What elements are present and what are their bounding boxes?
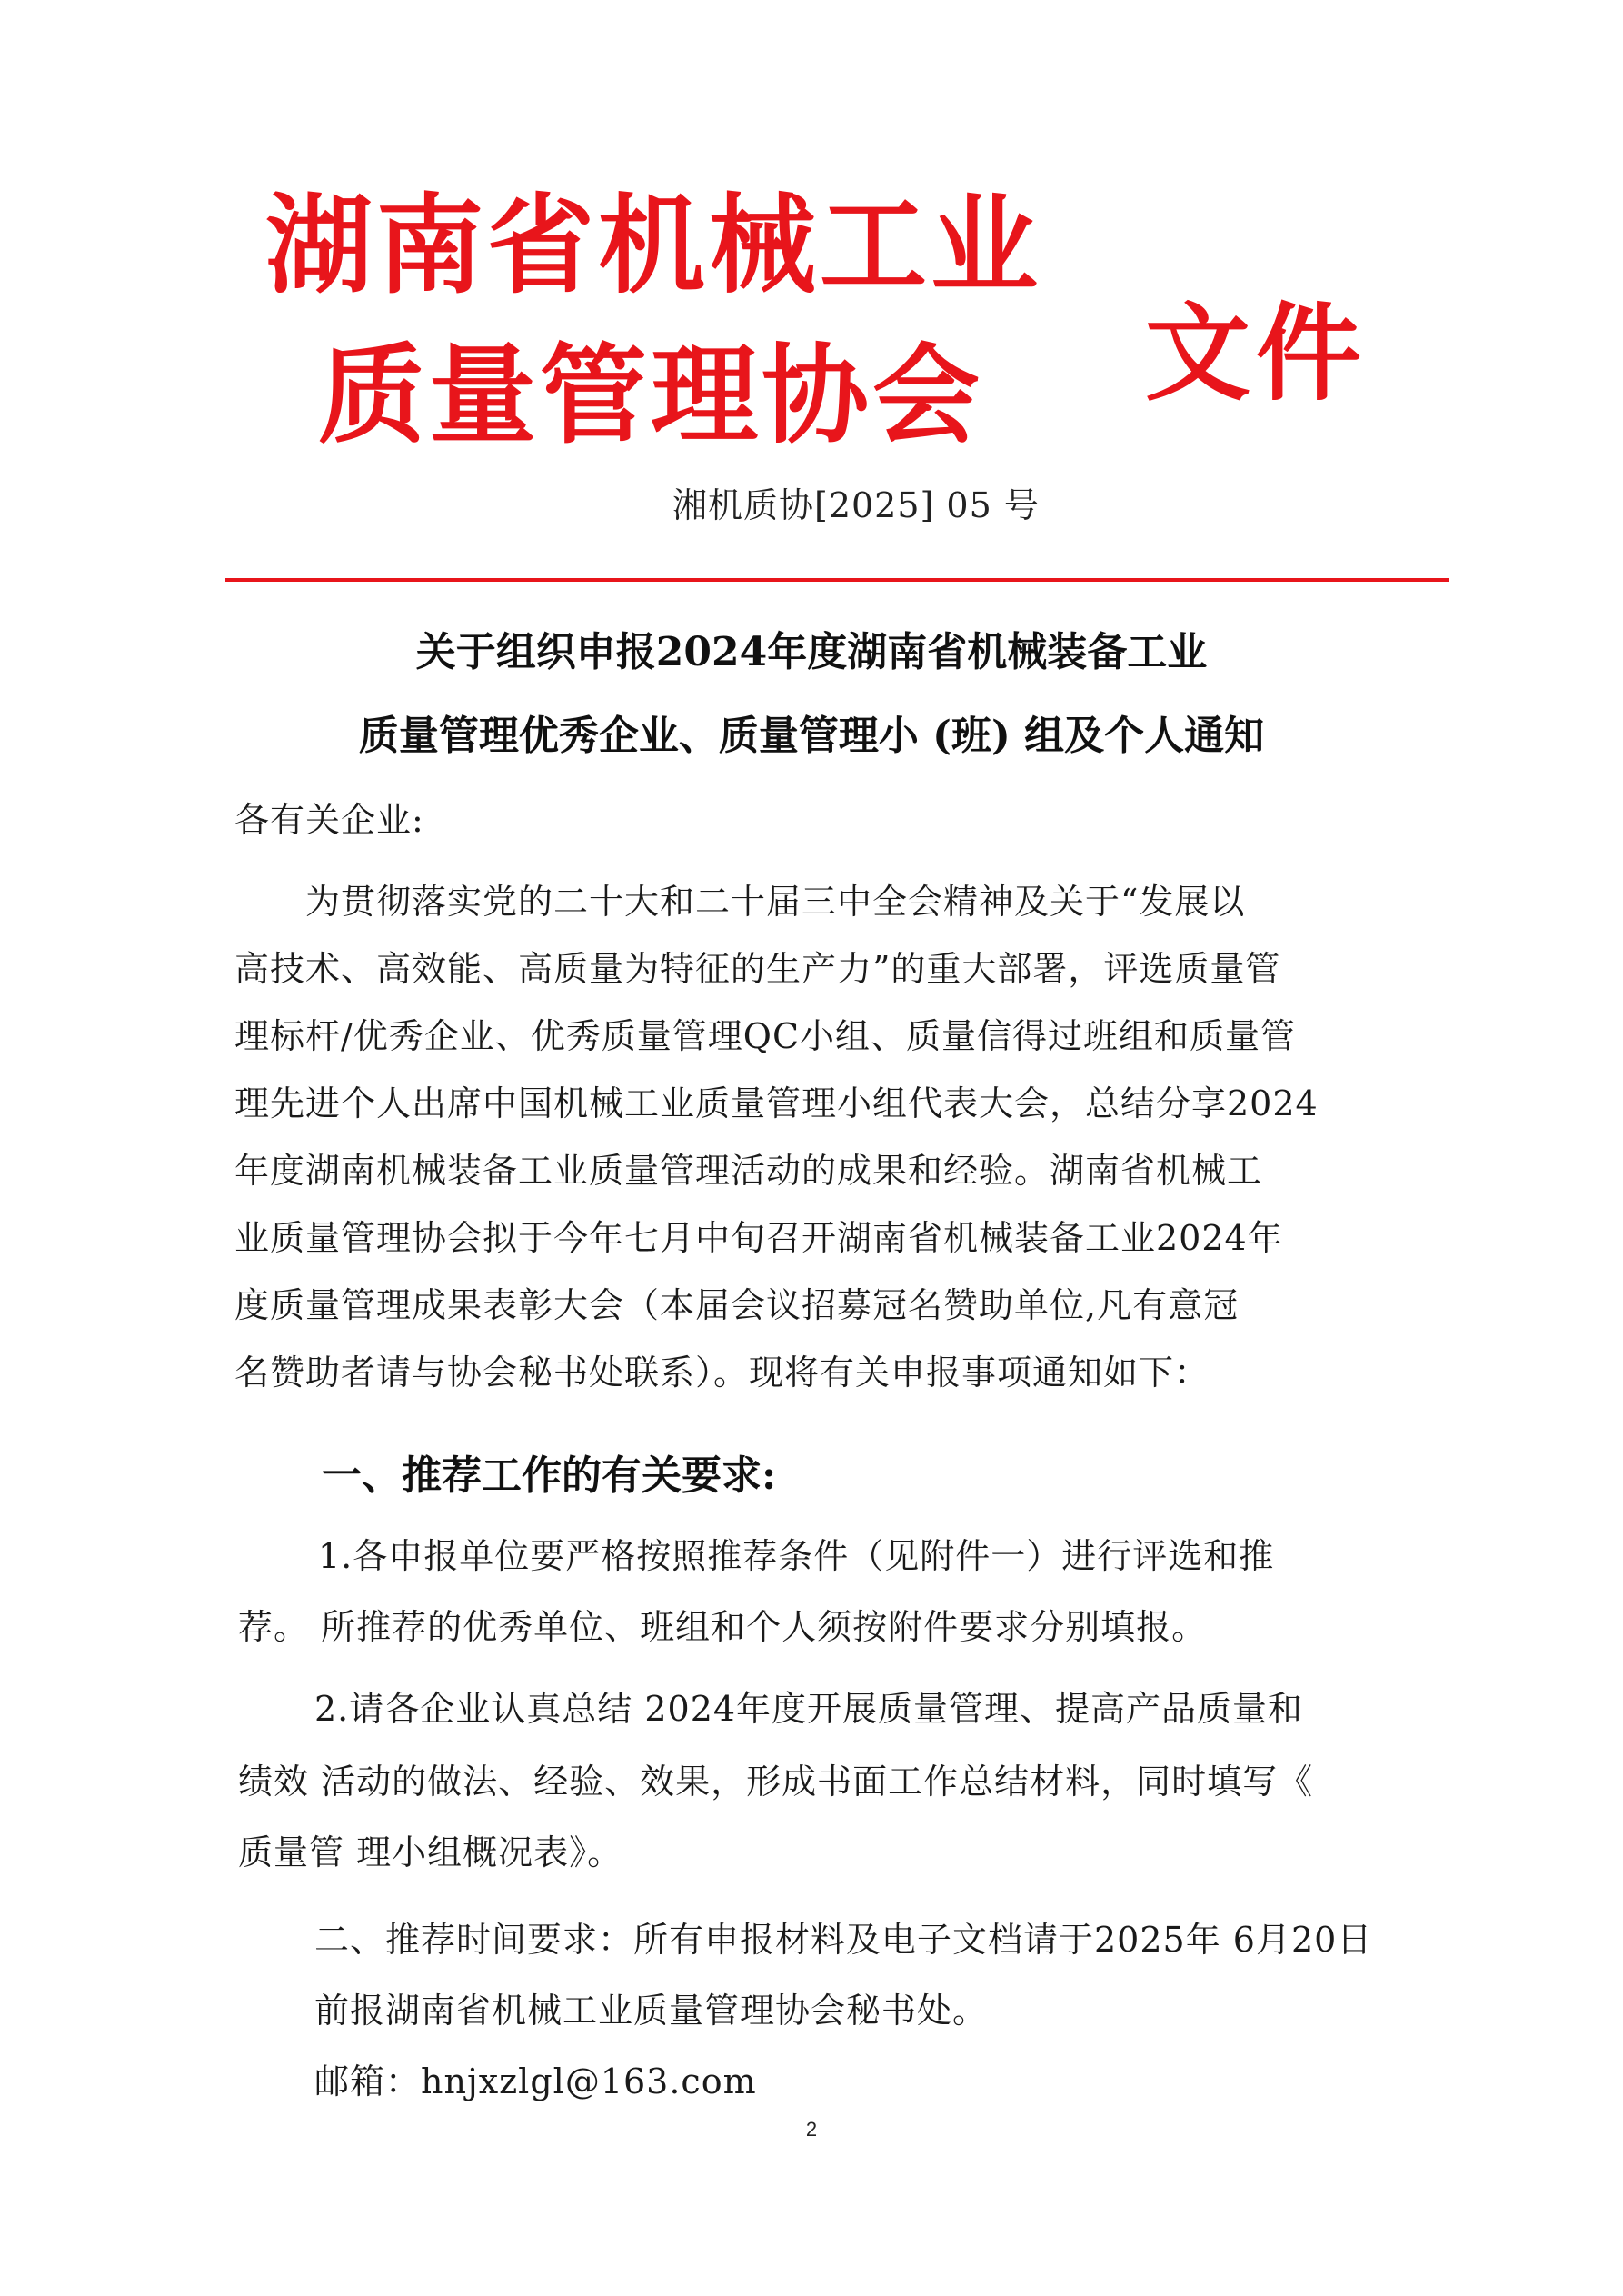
red-divider-line [225, 578, 1449, 582]
org-name-line2: 质量管理协会 [318, 333, 984, 458]
section1-heading: 一、推荐工作的有关要求: [322, 1452, 777, 1499]
paragraph-line: 年度湖南机械装备工业质量管理活动的成果和经验。湖南省机械工 [234, 1151, 1263, 1191]
paragraph-line: 绩效 活动的做法、经验、效果，形成书面工作总结材料，同时填写《 [238, 1762, 1314, 1802]
org-name-line1: 湖南省机械工业 [265, 183, 1042, 308]
paragraph-line: 度质量管理成果表彰大会（本届会议招募冠名赞助单位,凡有意冠 [234, 1285, 1240, 1325]
paragraph-line: 理先进个人出席中国机械工业质量管理小组代表大会，总结分享2024 [234, 1083, 1319, 1123]
email-line: 邮箱：hnjxzlgl@163.com [314, 2061, 757, 2101]
paragraph-line: 高技术、高效能、高质量为特征的生产力”的重大部署，评选质量管 [234, 949, 1281, 989]
paragraph-line: 质量管 理小组概况表》。 [238, 1832, 623, 1872]
paragraph-line: 1.各申报单位要严格按照推荐条件（见附件一）进行评选和推 [318, 1536, 1275, 1576]
paragraph-line: 前报湖南省机械工业质量管理协会秘书处。 [314, 1991, 989, 2031]
notice-title-line2: 质量管理优秀企业、质量管理小 (班) 组及个人通知 [358, 713, 1265, 759]
paragraph-line: 荐。 所推荐的优秀单位、班组和个人须按附件要求分别填报。 [238, 1607, 1208, 1647]
doc-type-label: 文件 [1145, 293, 1367, 415]
paragraph-line: 为贯彻落实党的二十大和二十届三中全会精神及关于“发展以 [305, 882, 1246, 922]
document-number: 湘机质协[2025] 05 号 [672, 485, 1040, 525]
salutation: 各有关企业: [234, 800, 424, 840]
paragraph-line: 理标杆/优秀企业、优秀质量管理QC小组、质量信得过班组和质量管 [234, 1016, 1297, 1056]
paragraph-line: 名赞助者请与协会秘书处联系）。现将有关申报事项通知如下： [234, 1353, 1210, 1393]
page-number: 2 [805, 2118, 818, 2141]
paragraph-line: 2.请各企业认真总结 2024年度开展质量管理、提高产品质量和 [314, 1689, 1304, 1729]
paragraph-line: 二、推荐时间要求：所有申报材料及电子文档请于2025年 6月20日 [314, 1920, 1373, 1960]
paragraph-line: 业质量管理协会拟于今年七月中旬召开湖南省机械装备工业2024年 [234, 1218, 1283, 1258]
notice-title-line1: 关于组织申报2024年度湖南省机械装备工业 [415, 629, 1208, 675]
